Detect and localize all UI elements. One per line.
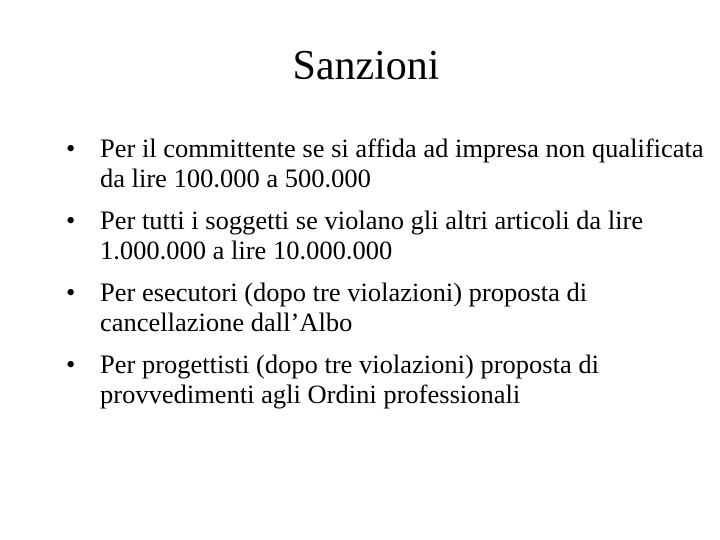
bullet-item: [66, 205, 706, 265]
bullet-list: [66, 133, 706, 421]
bullet-text: Per progettisti (dopo tre violazioni) proposta di provvedimenti agli Ordini professionali: [100, 349, 599, 409]
bullet-icon: •: [66, 349, 76, 379]
bullet-text: Per il committente se si affida ad impresa non qualificata da lire 100.000 a 500.000: [100, 133, 704, 193]
bullet-text: Per tutti i soggetti se violano gli altri articoli da lire 1.000.000 a lire 10.000.000: [100, 205, 644, 265]
bullet-item: [66, 349, 706, 409]
bullet-text: Per esecutori (dopo tre violazioni) proposta di cancellazione dall’Albo: [100, 277, 588, 337]
bullet-item: [66, 133, 706, 193]
bullet-icon: •: [66, 205, 76, 235]
bullet-icon: •: [66, 277, 76, 307]
bullet-item: [66, 277, 706, 337]
slide-title: Sanzioni: [292, 43, 440, 89]
bullet-icon: •: [66, 133, 76, 163]
